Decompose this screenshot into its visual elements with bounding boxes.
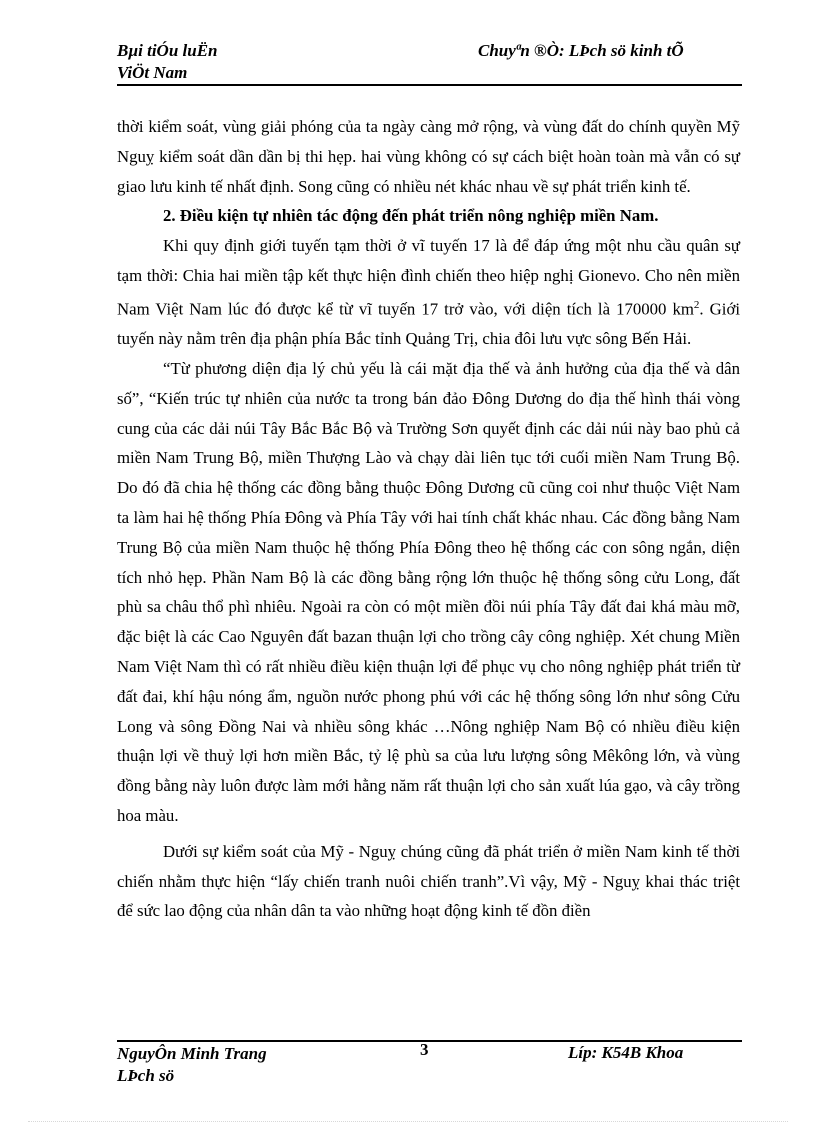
footer-right: Líp: K54B Khoa [568, 1043, 684, 1062]
footer-left [117, 1043, 267, 1087]
paragraph-2-part-a: Khi quy định giới tuyến tạm thời ở vĩ tuyến 17 là để đáp ứng một nhu cầu quân sự tạm thời: Chia hai miền tập kết thực hiện đình chiến theo hiệp nghị Gionevo. Cho nên miền Nam Việt Nam lúc đó được kể từ vĩ tuyến 17 trở vào, với diện tích là 170000 km [117, 236, 740, 319]
page-bottom-edge [28, 1121, 788, 1122]
header-left [117, 40, 218, 84]
paragraph-2 [117, 231, 740, 354]
header-divider [117, 84, 742, 86]
superscript-2: 2 [693, 298, 700, 311]
paragraph-2-part-b: . Giới tuyến này nằm trên địa phận phía Bắc tỉnh Quảng Trị, chia đôi lưu vực sông Bến Hải. [117, 299, 740, 349]
document-body [117, 112, 740, 926]
footer-left-line1: NguyÔn Minh Trang [117, 1044, 267, 1063]
header-right: Chuyªn ®Ò: LÞch sö kinh tÕ [478, 41, 684, 60]
paragraph-4: Dưới sự kiểm soát của Mỹ - Nguỵ chúng cũng đã phát triển ở miền Nam kinh tế thời chiến nhằm thực hiện “lấy chiến tranh nuôi chiến tranh”.Vì vậy, Mỹ - Nguỵ khai thác triệt để sức lao động của nhân dân ta vào những hoạt động kinh tế đồn điền [117, 841, 740, 921]
header-left-line1: Bµi tiÓu luËn [117, 41, 218, 60]
footer-left-line2: LÞch sö [117, 1066, 175, 1085]
header-left-line2: ViÖt Nam [117, 63, 188, 82]
paragraph-3: “Từ phương diện địa lý chủ yếu là cái mặt địa thế và ảnh hưởng của địa thế và dân số”, “Kiến trúc tự nhiên của nước ta trong bán đảo Đông Dương do địa thế hình thái vòng cung của các dải núi Tây Bắc Bắc Bộ và Trường Sơn quyết định các dải núi này bao phủ cả miền Nam Trung Bộ, miền Thượng Lào và chạy dài liên tục tới cuối miền Nam Trung Bộ. Do đó đã chia hệ thống các đồng bằng thuộc Đông Dương cũ cũng coi như thuộc Việt Nam ta làm hai hệ thống Phía Đông và Phía Tây với hai tính chất khác nhau. Các đồng bằng Nam Trung Bộ của miền Nam thuộc hệ thống Phía Đông theo hệ thống các con sông ngắn, diện tích nhỏ hẹp. Phần Nam Bộ là các đồng bằng rộng lớn thuộc hệ thống sông cửu Long, đất phù sa châu thổ phì nhiêu. Ngoài ra còn có một miền đồi núi phía Tây đất đai khá màu mỡ, đặc biệt là các Cao Nguyên đất bazan thuận lợi cho trồng cây công nghiệp. Xét chung Miền Nam Việt Nam thì có rất nhiều điều kiện thuận lợi để phục vụ cho nông nghiệp phát triển từ đất đai, khí hậu nóng ẩm, nguồn nước phong phú với các hệ thống sông lớn như sông Cửu Long và sông Đồng Nai và nhiều sông khác …Nông nghiệp Nam Bộ có nhiều điều kiện thuận lợi về thuỷ lợi hơn miền Bắc, tỷ lệ phù sa của lưu lượng sông Mêkông lớn, và vùng đồng bằng này luôn được làm mới hằng năm rất thuận lợi cho sản xuất lúa gạo, và cây trồng hoa màu. [117, 358, 740, 825]
paragraph-1: thời kiểm soát, vùng giải phóng của ta ngày càng mở rộng, và vùng đất do chính quyền Mỹ Nguỵ kiểm soát dần dần bị thi hẹp. hai vùng không có sự cách biệt hoàn toàn mà vẫn có sự giao lưu kinh tế nhất định. Song cũng có nhiều nét khác nhau về sự phát triển kinh tế. [117, 117, 740, 196]
section-heading: 2. Điều kiện tự nhiên tác động đến phát triển nông nghiệp miền Nam. [163, 206, 659, 226]
page-number: 3 [420, 1040, 429, 1059]
footer-divider [117, 1040, 742, 1042]
